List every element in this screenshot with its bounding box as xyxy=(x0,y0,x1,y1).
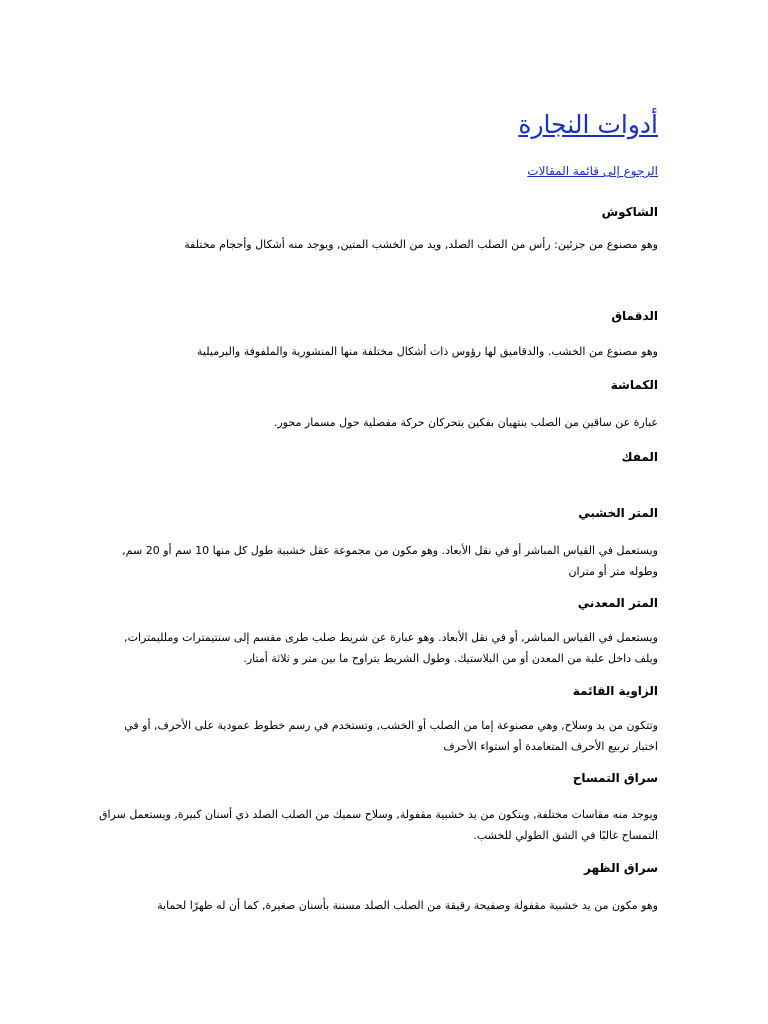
section-heading-square: الزاوية القائمة xyxy=(572,684,658,698)
section-heading-rip-saw: سراق التمساح xyxy=(572,771,658,785)
section-heading-metal-tape: المتر المعدني xyxy=(577,596,658,610)
section-text-hammer: وهو مصنوع من جزئين: رأس من الصلب الصلد, ويد من الخشب المتين, ويوجد منه أشكال وأحجام مختلفة xyxy=(184,238,658,251)
section-heading-pincers: الكماشة xyxy=(610,378,658,392)
section-text-wooden-ruler: ويستعمل في القياس المباشر أو في نقل الأبعاد. وهو مكون من مجموعة عقل خشبية طول كل منها 10 سم أو 20 سم, وطوله متر أو متران xyxy=(122,544,658,578)
section-text-square: وتتكون من يد وسلاح, وهي مصنوعة إما من الصلب أو الخشب, وتستخدم في رسم خطوط عمودية على الأحرف, أو في اختبار تربيع الأحرف المتعامدة أو استواء الأحرف xyxy=(124,719,658,753)
section-text-back-saw: وهو مكون من يد خشبية مقفولة وصفيحة رقيقة من الصلب الصلد مسننة بأسنان صغيرة, كما أن له ظهرًا لحماية xyxy=(157,899,658,912)
section-heading-mallet: الدقماق xyxy=(611,309,658,323)
section-text-pincers: عبارة عن ساقين من الصلب ينتهيان بفكين يتحركان حركة مفصلية حول مسمار محور. xyxy=(273,416,658,429)
back-to-articles-link[interactable]: الرجوع إلى قائمة المقالات xyxy=(527,164,658,178)
section-heading-screwdriver: المفك xyxy=(621,450,658,464)
section-text-metal-tape: ويستعمل في القياس المباشر, أو في نقل الأبعاد. وهو عبارة عن شريط صلب طرى مقسم إلى سنتيمترات وملليمترات, ويلف داخل علبة من المعدن أو من البلاستيك. وطول الشريط يتراوح ما بين متر و ثلاثة أمتار. xyxy=(124,631,658,665)
section-heading-back-saw: سراق الظهر xyxy=(584,861,658,875)
section-heading-hammer: الشاكوش xyxy=(601,205,658,219)
section-text-mallet: وهو مصنوع من الخشب. والدقاميق لها رؤوس ذات أشكال مختلفة منها المنشورية والملفوفة والبرميلية xyxy=(197,345,658,358)
section-heading-wooden-ruler: المتر الخشبي xyxy=(578,506,658,520)
page-title[interactable]: أدوات النجارة xyxy=(518,110,658,139)
section-text-rip-saw: ويوجد منه مقاسات مختلفة, ويتكون من يد خشبية مقفولة, وسلاح سميك من الصلب الصلد ذي أسنان كبيرة, ويستعمل سراق التمساح غالبًا في الشق الطولي للخشب. xyxy=(98,808,658,842)
